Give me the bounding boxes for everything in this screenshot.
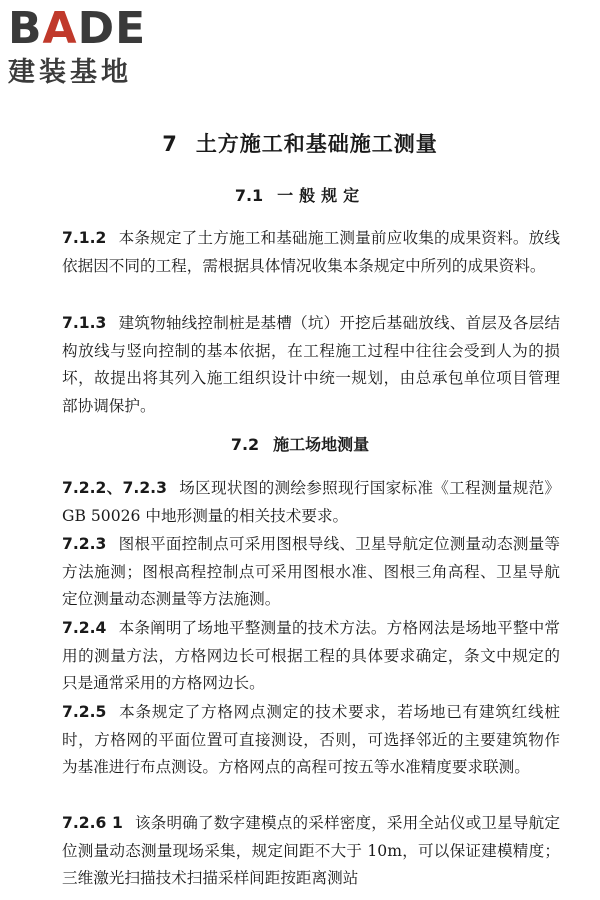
- paragraph-7-2-3: [62, 531, 560, 614]
- clause-number: 7.1.3: [62, 314, 107, 332]
- logo-subtitle: 建装基地: [8, 57, 132, 88]
- chapter-number: 7: [162, 132, 178, 156]
- clause-text: 本条规定了土方施工和基础施工测量前应收集的成果资料。放线依据因不同的工程，需根据具体情况收集本条规定中所列的成果资料。: [62, 229, 560, 275]
- clause-text: 建筑物轴线控制桩是基槽（坑）开挖后基础放线、首层及各层结构放线与竖向控制的基本依据，在工程施工过程中往往会受到人为的损坏，故提出将其列入施工组织设计中统一规划，由总承包单位项目管理部协调保护。: [62, 314, 560, 415]
- chapter-title-text: 土方施工和基础施工测量: [195, 132, 438, 156]
- logo-letter-a-accent: A: [42, 3, 78, 54]
- chapter-title: [0, 128, 600, 158]
- clause-text: 本条阐明了场地平整测量的技术方法。方格网法是场地平整中常用的测量方法，方格网边长可根据工程的具体要求确定，条文中规定的只是通常采用的方格网边长。: [62, 619, 560, 692]
- paragraph-7-2-6: [62, 810, 560, 893]
- section-title-7-2: [0, 432, 600, 455]
- clause-text: 图根平面控制点可采用图根导线、卫星导航定位测量动态测量等方法施测；图根高程控制点可采用图根水准、图根三角高程、卫星导航定位测量动态测量等方法施测。: [62, 535, 560, 608]
- paragraph-7-1-2: [62, 225, 560, 280]
- paragraph-7-1-3: [62, 310, 560, 420]
- section-title-text: 一般规定: [277, 186, 366, 205]
- clause-text: 该条明确了数字建模点的采样密度，采用全站仪或卫星导航定位测量动态测量现场采集，规定间距不大于 10m，可以保证建模精度；三维激光扫描技术扫描采样间距按距离测站: [62, 814, 560, 887]
- section-title-7-1: [0, 183, 600, 206]
- clause-number: 7.2.2、7.2.3: [62, 479, 167, 497]
- clause-number: 7.1.2: [62, 229, 107, 247]
- section-number: 7.1: [234, 186, 264, 205]
- section-number: 7.2: [230, 435, 260, 454]
- logo-letters-de: DE: [77, 3, 147, 54]
- clause-number: 7.2.3: [62, 535, 107, 553]
- paragraph-7-2-5: [62, 699, 560, 782]
- clause-number: 7.2.5: [62, 703, 107, 721]
- section-title-text: 施工场地测量: [273, 435, 370, 454]
- clause-text: 本条规定了方格网点测定的技术要求，若场地已有建筑红线桩时，方格网的平面位置可直接测设，否则，可选择邻近的主要建筑物作为基准进行布点测设。方格网点的高程可按五等水准精度要求联测。: [62, 703, 560, 776]
- paragraph-7-2-2-7-2-3: [62, 475, 560, 530]
- logo-wordmark: [8, 4, 178, 54]
- logo-letter-b: B: [8, 3, 43, 54]
- clause-number: 7.2.4: [62, 619, 107, 637]
- clause-text: 场区现状图的测绘参照现行国家标准《工程测量规范》GB 50026 中地形测量的相关技术要求。: [62, 479, 560, 525]
- clause-number: 7.2.6 1: [62, 814, 123, 832]
- paragraph-7-2-4: [62, 615, 560, 698]
- logo: [8, 4, 178, 94]
